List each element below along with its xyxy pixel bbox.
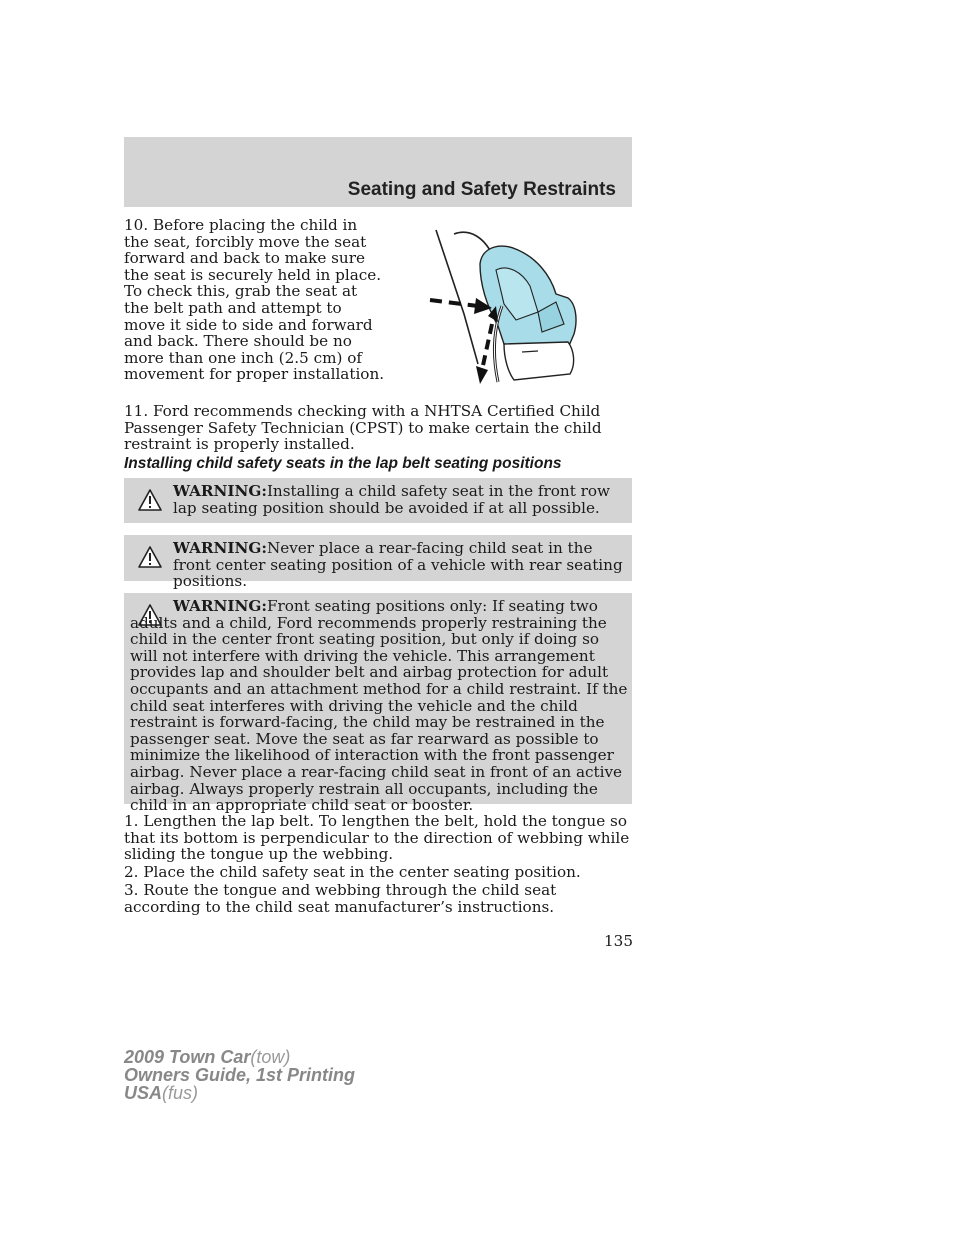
child-seat-illustration [418,224,588,386]
footer-line-3 [124,1084,355,1102]
section-title: Seating and Safety Restraints [347,179,616,200]
step-1-text: 1. Lengthen the lap belt. To lengthen the belt, hold the tongue so that its bottom is perpendicular to the direction of webbing while sliding the tongue up the webbing. [124,812,630,864]
footer-line-1 [124,1048,355,1066]
warning-body: Never place a rear-facing child seat in the front center seating position of a vehicle with rear seating positions. [173,539,623,591]
warning-label: WARNING: [173,539,267,557]
warning-text [130,598,628,814]
footer-line-2: Owners Guide, 1st Printing [124,1065,356,1085]
warning-label: WARNING: [173,482,267,500]
footer-market: USA [124,1083,163,1103]
warning-triangle-icon [137,545,163,569]
step-10-text: 10. Before placing the child in the seat, forcibly move the seat forward and back to make sure the seat is securely held in place. To check this, grab the seat at the belt path and attempt to move it side to side and forward and back. There should be no more than one inch (2.5 cm) of movement for proper installation. [124,216,385,384]
section-header-bar [124,137,632,207]
footer-market-code: (fus) [162,1083,199,1103]
warning-label: WARNING: [173,597,267,615]
step-3-text: 3. Route the tongue and webbing through the child seat according to the child seat manufacturer’s instructions. [124,881,557,916]
step-2-text: 2. Place the child safety seat in the center seating position. [124,863,581,881]
warning-body: Installing a child safety seat in the front row lap seating position should be avoided if at all possible. [173,482,611,517]
warning-triangle-icon [137,488,163,512]
warning-box [124,593,632,815]
page-number: 135 [604,932,633,950]
warning-body: Front seating positions only: If seating two adults and a child, Ford recommends properly restraining the child in the center front seating position, but only if doing so will not interfere with driving the vehicle. This arrangement provides lap and shoulder belt and airbag protection for adult occupants and an attachment method for a child restraint. If the child seat interferes with driving the vehicle and the child restraint is forward-facing, the child may be restrained in the passenger seat. Move the seat as far rearward as possible to minimize the likelihood of interaction with the front passenger airbag. Never place a rear-facing child seat in front of an active airbag. Always properly restrain all occupants, including the child in an appropriate child seat or booster. [130,597,628,815]
warning-text [173,540,628,590]
footer-model: 2009 Town Car [124,1047,251,1067]
warning-text [173,483,628,516]
footer-model-code: (tow) [250,1047,291,1067]
warning-box [124,478,632,523]
step-11-text: 11. Ford recommends checking with a NHTSA Certified Child Passenger Safety Technician (CPST) to make certain the child restraint is properly installed. [124,402,602,454]
warning-box [124,535,632,591]
footer [124,1048,355,1102]
subheading: Installing child safety seats in the lap belt seating positions [124,455,562,472]
